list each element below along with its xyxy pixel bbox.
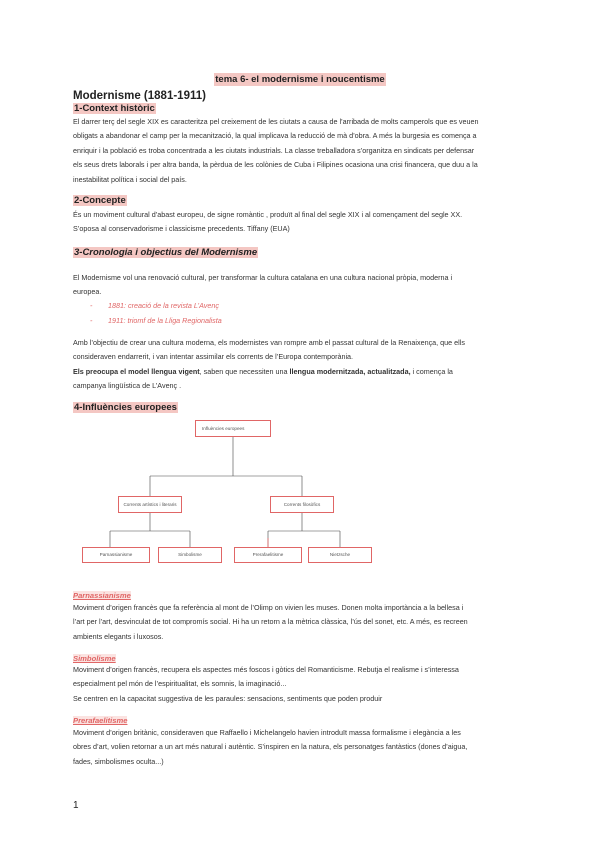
diagram-artistic-node: Corrents artístics i literaris [118, 496, 182, 513]
section-4-heading: 4-Influències europees [74, 402, 177, 413]
diagram-leaf-prerafaelitisme: Prerafaelitisme [234, 547, 302, 563]
diagram-leaf-simbolisme: Simbolisme [158, 547, 222, 563]
page-number: 1 [73, 800, 79, 811]
diagram-leaf-nietzsche: Nietzsche [308, 547, 372, 563]
diagram-philosophical-node: Corrents filosòfics [270, 496, 334, 513]
parnassianisme-heading: Parnassianisme [73, 591, 131, 600]
section-3-intro: El Modernisme vol una renovació cultural, per transformar la cultura catalana en una cultura nacional pròpia, moderna i europea. [73, 273, 453, 297]
section-2-text: És un moviment cultural d’abast europeu, de signe romàntic , produït al final del segle XIX i al començament del segle XX. S’oposa al conservadorisme i classicisme precedents. Tiffany (EUA) [73, 210, 463, 234]
main-heading: Modernisme (1881-1911) [73, 90, 206, 102]
section-2-heading: 2-Concepte [74, 195, 126, 206]
document-title: tema 6- el modernisme i noucentisme [215, 74, 385, 85]
section-3-heading: 3-Cronologia i objectius del Modernisme [74, 247, 258, 258]
prerafaelitisme-text: Moviment d’origen britànic, consideraven que Raffaello i Michelangelo havien introduït massa formalisme i elegància a les obres d’art, volien retornar a un art més natural i autèntic. S’inspiren en la natura, els personatges fantàstics (dones d’aigua, fades, simbolismes oculta...) [73, 728, 468, 766]
section-3-paragraph: Amb l’objectiu de crear una cultura moderna, els modernistes van rompre amb el passat cultural de la Renaixença, que ells consideraven endarrerit, i van intentar assimilar els corrents de l’Europa contemporània. Els preocupa el model llengua vigent, saben que necessiten una llengua modernitzada, actualitzada, i comença la campanya lingüística de L’Avenç . [73, 338, 465, 391]
diagram-root-node: Influències europees [195, 420, 271, 437]
list-item: - 1881: creació de la revista L’Avenç [90, 301, 219, 310]
section-1-text: El darrer terç del segle XIX es caracteritza pel creixement de les ciutats a causa de l’arribada de molts camperols que es veuen obligats a abandonar el camp per la mecanització, la qual implicava la reducció de mà d’obra. A més la burgesia es comença a enriquir i la població es troba concentrada a les ciutats industrials. La classe treballadora s’organitza en sindicats per defensar els seus drets laborals i per altra banda, la pèrdua de les colònies de Cuba i Filipines ocasiona una crisi financera, que duu a la inestabilitat política i social del país. [73, 117, 479, 184]
simbolisme-text: Moviment d’origen francès, recupera els aspectes més foscos i gòtics del Romanticisme. Rebutja el realisme i s’interessa especialment pel món de l’espiritualitat, els somnis, la imaginació... Se centren en la capacitat suggestiva de les paraules: sensacions, sentiments que poden produir [73, 665, 459, 703]
diagram-leaf-parnassianisme: Parnassianisme [82, 547, 150, 563]
prerafaelitisme-heading: Prerafaelitisme [73, 716, 128, 725]
simbolisme-heading: Simbolisme [73, 654, 116, 663]
parnassianisme-text: Moviment d’origen francès que fa referència al mont de l’Olimp on vivien les muses. Donen molta importància a la bellesa i l’art per l’art, desvinculat de tot compromís social. Hi ha un retorn a la mètrica clàssica, l’ús del sonet, etc. A més, es recreen ambients elegants i luxosos. [73, 603, 468, 641]
list-item: - 1911: triomf de la Lliga Regionalista [90, 316, 222, 325]
section-1-heading: 1-Context històric [74, 103, 155, 114]
